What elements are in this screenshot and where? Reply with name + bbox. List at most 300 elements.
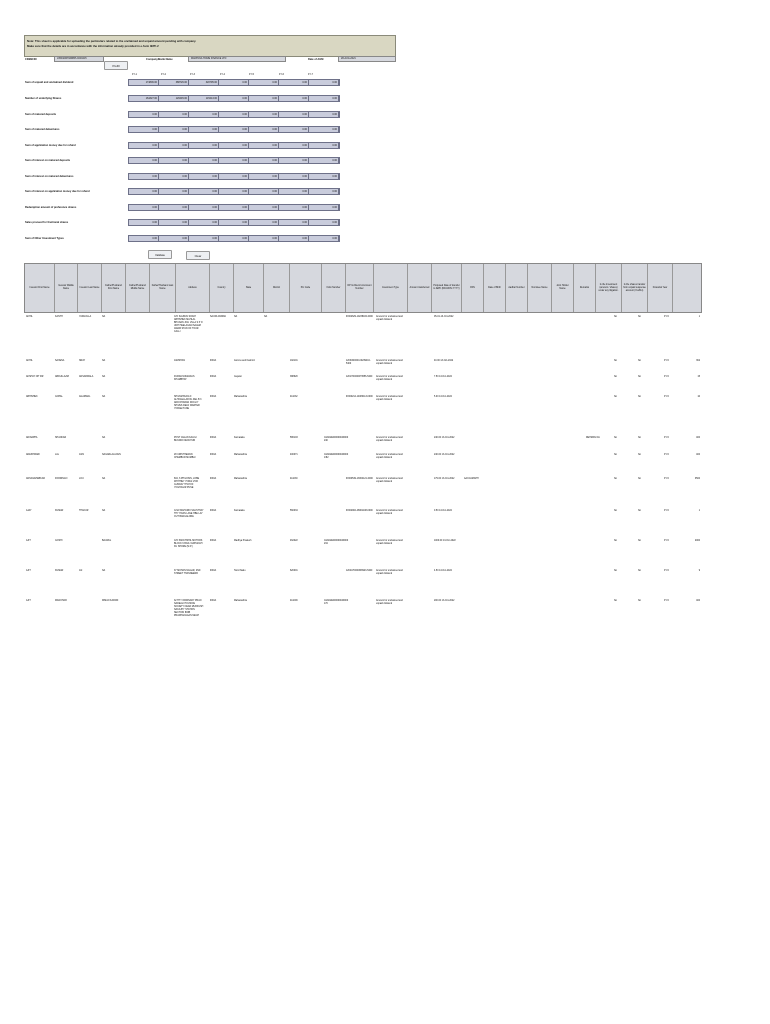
cell-fy: FY-5 <box>664 540 669 542</box>
cell-type: Amount for unclaimed and unpaid dividend <box>376 478 403 484</box>
cell-state: Gujarat <box>234 376 242 378</box>
table-header-cell: State <box>234 264 264 312</box>
summary-value-cell[interactable]: 0.00 <box>189 127 219 132</box>
cell-type: Amount for unclaimed and unpaid dividend <box>376 360 403 366</box>
summary-value-cell[interactable]: 0.00 <box>129 174 159 179</box>
cell-country: INDIA <box>210 510 217 512</box>
note-line-1: Note: This sheet is applicable for uploading the particulars related to the unclaimed and unpaid amount pending with company. <box>27 39 197 43</box>
table-header-cell: Investment Type <box>374 264 408 312</box>
summary-value-cell[interactable]: 0.00 <box>129 236 159 241</box>
summary-value-cell[interactable]: 0.00 <box>309 158 339 163</box>
summary-value-cell[interactable]: 0.00 <box>129 158 159 163</box>
cell-first: AJIT <box>26 570 31 572</box>
table-header-cell: Country <box>210 264 234 312</box>
summary-value-cell[interactable]: 0.00 <box>219 174 249 179</box>
cell-last: AGARWAL <box>79 396 91 398</box>
cell-lit: No <box>614 360 617 362</box>
summary-row-label: Sum of interest on application money due for refund <box>25 190 90 193</box>
summary-value-cell[interactable]: 0.00 <box>189 174 219 179</box>
cell-date: 240.00 13-Oct-2022 <box>434 437 455 439</box>
cell-lit: No <box>614 396 617 398</box>
cell-address: SHIVAM BLDG F ALHOLELLAR RL DEL B 3 ADD DHARAN DOCLIY SHIVES DELN WARTER YORAE PUNE <box>174 396 202 411</box>
prefill-button[interactable]: Prefill <box>104 61 128 70</box>
cell-father: NA <box>102 396 106 398</box>
cell-country: INDIA <box>210 396 217 398</box>
cell-last: LOU <box>79 478 84 480</box>
cell-pan: AACCAMAHH <box>464 478 479 480</box>
summary-value-cell[interactable]: 0.00 <box>219 236 249 241</box>
summary-value-cell[interactable]: 0.00 <box>309 220 339 225</box>
summary-value-cell[interactable]: 0.00 <box>219 220 249 225</box>
cell-fy: FY-5 <box>664 510 669 512</box>
table-header <box>24 263 702 313</box>
cell-father: NA <box>102 360 106 362</box>
table-header-cell: Investor Middle Name <box>55 264 78 312</box>
summary-value-cell[interactable]: 0.00 <box>309 127 339 132</box>
cell-first: AJAY <box>26 510 32 512</box>
summary-value-cell[interactable]: 388726.00 <box>159 80 189 85</box>
cell-address: JAMSHAN <box>174 360 185 362</box>
table-header-cell: Father/Husband Middle Name <box>126 264 150 312</box>
summary-value-cell[interactable]: 0.00 <box>309 189 339 194</box>
cell-address: C/O SAURAV SINGH ABHISHEK MAHLAL BHUNAN JOLI VILLA S P O UDH HEELAGAM SALEM AWAM STAN OF TOUR. CALLI <box>174 316 203 334</box>
summary-value-cell[interactable]: 0.00 <box>249 189 279 194</box>
summary-row-bar <box>128 79 340 86</box>
summary-value-cell[interactable]: 0.00 <box>249 112 279 117</box>
summary-row-label: Sum of application money due for refund <box>25 144 76 147</box>
summary-row-bar <box>128 173 340 180</box>
table-header-cell: PAN <box>462 264 484 312</box>
table-row <box>24 510 702 540</box>
cell-father: NA <box>102 510 106 512</box>
cell-dp: IN302902-46961108-0000 <box>346 510 373 512</box>
agm-date-input[interactable]: 28-AUG-2021 <box>338 56 396 62</box>
summary-row-label: Sum of Other Investment Types <box>25 237 64 240</box>
cell-end: 362 <box>696 360 700 362</box>
summary-row-label: Sum of interest on matured debentures <box>25 175 74 178</box>
cell-lit: No <box>614 478 617 480</box>
cell-first: AJIT <box>26 540 31 542</box>
table-header-cell: Amount transferred <box>408 264 432 312</box>
cell-date: 200.00 13-Oct-2022 <box>434 600 455 602</box>
summary-row-label: Redemption amount of preference shares <box>25 206 77 209</box>
summary-row-label: Sum of unpaid and unclaimed dividend <box>25 81 74 84</box>
cell-jh: REHMAN DA <box>586 437 600 439</box>
note-line-2: Make sure that the details are in accordance with the information already provided in e-form IEPF-2 <box>27 44 159 48</box>
cell-last: JAIN <box>79 454 84 456</box>
cell-dp: 1201700000079556-5400 <box>346 376 373 378</box>
table-header-cell: Date of Birth <box>484 264 506 312</box>
cell-lit: No <box>614 454 617 456</box>
cell-type: Amount for unclaimed and unpaid dividend <box>376 570 403 576</box>
summary-value-cell[interactable]: 0.00 <box>129 127 159 132</box>
cell-folio: GVA02E000000049000 234 <box>324 540 349 546</box>
summary-value-cell[interactable]: 0.00 <box>309 236 339 241</box>
cell-folio: GVA02E000000049000 1/82 <box>324 454 349 460</box>
summary-row-bar <box>128 142 340 149</box>
cell-state: Madhya Pradesh <box>234 540 252 542</box>
cell-state: Maharashtra <box>234 454 247 456</box>
summary-value-cell[interactable]: 0.00 <box>159 174 189 179</box>
fy-label: FY-2 <box>161 73 166 76</box>
cell-father: NA <box>102 316 106 318</box>
summary-value-cell[interactable]: 0.00 <box>189 220 219 225</box>
cell-state: Maharashtra <box>234 600 247 602</box>
cell-susp: No <box>638 437 641 439</box>
cell-father: DIMAN KAPADI <box>102 600 119 602</box>
cell-fy: FY-5 <box>664 316 669 318</box>
company-input[interactable]: MADHAVA HOME FINANCE LTD <box>188 56 286 62</box>
summary-value-cell[interactable]: 0.00 <box>159 127 189 132</box>
summary-value-cell[interactable]: 0.00 <box>249 80 279 85</box>
summary-value-cell[interactable]: 0.00 <box>309 174 339 179</box>
instruction-note <box>24 35 396 57</box>
cell-lit: No <box>614 540 617 542</box>
cell-address: 28 URISTHEWAN CHEMBUR MUMBAI <box>174 454 196 460</box>
summary-row-bar <box>128 95 340 102</box>
cell-first: ANNASAHEBKAR <box>26 478 45 480</box>
cell-end: 1 <box>698 316 700 318</box>
summary-value-cell[interactable]: 0.00 <box>249 205 279 210</box>
cell-father: NA <box>102 376 106 378</box>
cell-middle: GOSHI <box>55 540 63 542</box>
cell-first: AKSHAY NIT RR <box>26 376 44 378</box>
cell-fy: FY-5 <box>664 376 669 378</box>
cell-susp: No <box>638 510 641 512</box>
cell-dp: IN300549-13064121-0000 <box>346 478 373 480</box>
cell-last: NRAY <box>79 360 86 362</box>
cell-fy: FY-5 <box>664 454 669 456</box>
summary-value-cell[interactable]: 0.00 <box>159 112 189 117</box>
cell-country: INDIA <box>210 437 217 439</box>
fy-label: FY-6 <box>279 73 284 76</box>
cell-middle: KUMAR <box>55 570 64 572</box>
summary-value-cell[interactable]: 0.00 <box>309 80 339 85</box>
cell-pin: 400071 <box>290 454 298 456</box>
summary-value-cell[interactable]: 0.00 <box>219 189 249 194</box>
table-header-cell: Aadhar Number <box>506 264 528 312</box>
cell-middle: KANTH <box>55 316 63 318</box>
summary-value-cell[interactable]: 0.00 <box>129 220 159 225</box>
cell-address: 37 MOHAN NAGAR, 2ND STREET THANNEERR <box>174 570 201 576</box>
cell-lit: No <box>614 437 617 439</box>
summary-value-cell[interactable]: 0.00 <box>249 220 279 225</box>
summary-value-cell[interactable]: 0.00 <box>189 143 219 148</box>
summary-value-cell[interactable]: 0.00 <box>279 236 309 241</box>
cell-country: INDIA <box>210 540 217 542</box>
summary-value-cell[interactable]: 0.00 <box>279 220 309 225</box>
summary-row-bar <box>128 111 340 118</box>
table-header-cell: Address <box>176 264 210 312</box>
cell-state: NA <box>234 316 238 318</box>
cell-lit: No <box>614 376 617 378</box>
summary-row-bar <box>128 126 340 133</box>
table-header-cell: Financial Year <box>648 264 673 312</box>
cell-middle: SAXENA <box>55 360 65 362</box>
summary-value-cell[interactable]: 174806.00 <box>129 80 159 85</box>
cell-middle: GOPAL <box>55 396 63 398</box>
cell-fy: FY-5 <box>664 396 669 398</box>
cell-susp: No <box>638 570 641 572</box>
summary-value-cell[interactable]: 0.00 <box>219 205 249 210</box>
cell-dp: 1203460000-00239416-5400 <box>346 360 371 366</box>
cell-address: C/O PANCHSHIL MOTORS BLOCK 6 BOAJ GDHANAH KU SHORE (M.P.) <box>174 540 203 549</box>
cell-type: Amount for unclaimed and unpaid dividend <box>376 510 403 516</box>
cell-last: ANSARWALA <box>79 376 94 378</box>
cell-fy: FY-5 <box>664 600 669 602</box>
cell-type: Amount for unclaimed and unpaid dividend <box>376 540 403 546</box>
summary-row-bar <box>128 219 340 226</box>
summary-row-label: Sum of matured deposits <box>25 113 57 116</box>
cell-country: INDIA <box>210 600 217 602</box>
cell-susp: No <box>638 600 641 602</box>
cell-folio: GVA02E000000049000 240 <box>324 437 349 443</box>
cell-lit: No <box>614 510 617 512</box>
cell-type: Amount for unclaimed and unpaid dividend <box>376 600 403 606</box>
table-row <box>24 478 702 508</box>
summary-value-cell[interactable]: 0.00 <box>189 236 219 241</box>
summary-value-cell[interactable]: 0.00 <box>219 112 249 117</box>
cell-end: 2000 <box>694 540 700 542</box>
cell-type: Amount for unclaimed and unpaid dividend <box>376 437 403 443</box>
cell-first: AJIT <box>26 600 31 602</box>
cell-lit: No <box>614 600 617 602</box>
summary-value-cell[interactable]: 0.00 <box>249 127 279 132</box>
cell-fy: FY-5 <box>664 570 669 572</box>
table-header-cell: District <box>264 264 290 312</box>
cell-pin: 586103 <box>290 437 298 439</box>
cell-father: BAJWAL <box>102 540 112 542</box>
cell-last: JAI <box>79 570 83 572</box>
summary-value-cell[interactable]: 164327.00 <box>129 96 159 101</box>
cell-state: Karnataka <box>234 437 245 439</box>
cell-last: THAKUR <box>79 510 89 512</box>
table-header-cell: Investor First Name <box>25 264 55 312</box>
cell-father: NA <box>102 478 106 480</box>
cell-pin: 620001 <box>290 570 298 572</box>
validate-button[interactable]: Validate <box>148 250 172 259</box>
cell-address: FURDA NIZAMALIS KHAMBHAT <box>174 376 195 382</box>
table-header-cell: Proposed Date of transfer to IEPF (DD-MON-YYYY) <box>432 264 462 312</box>
cell-dp: IN300214-14080113-0000 <box>346 396 373 398</box>
fy-label: FY-4 <box>220 73 225 76</box>
clear-button[interactable]: Clear <box>186 251 210 260</box>
table-row <box>24 570 702 600</box>
table-header-cell: Father/Husband Last Name <box>150 264 176 312</box>
summary-value-cell[interactable]: 0.00 <box>249 174 279 179</box>
cell-date: 4.50 13-Oct-2022 <box>434 570 452 572</box>
cell-address: C/4/2 MAHURKI SAUSTHAY THY HOAN LANE HBE LAY OUT BANGALORE <box>174 510 204 519</box>
cell-date: 7.50 13-Oct-2022 <box>434 376 452 378</box>
cell-first: AKHIL <box>26 316 33 318</box>
summary-value-cell[interactable]: 0.00 <box>219 96 249 101</box>
cell-lit: No <box>614 316 617 318</box>
cell-country: SAUDI ARABIA <box>210 316 226 318</box>
summary-row-bar <box>128 157 340 164</box>
summary-value-cell[interactable]: 0.00 <box>129 205 159 210</box>
cell-end: 9 <box>698 570 700 572</box>
cell-state: Karnataka <box>234 510 245 512</box>
summary-value-cell[interactable]: 0.00 <box>219 80 249 85</box>
summary-value-cell[interactable]: 0.00 <box>129 143 159 148</box>
summary-value-cell[interactable]: 0.00 <box>129 112 159 117</box>
summary-value-cell[interactable]: 0.00 <box>309 205 339 210</box>
cell-pin: 462022 <box>290 540 298 542</box>
cell-father: NA <box>102 437 106 439</box>
cell-susp: No <box>638 396 641 398</box>
cell-susp: No <box>638 478 641 480</box>
cell-father: NA <box>102 570 106 572</box>
summary-value-cell[interactable]: 0.00 <box>279 205 309 210</box>
table-header-cell: Nominee Name <box>528 264 552 312</box>
summary-value-cell[interactable]: 0.00 <box>249 158 279 163</box>
summary-value-cell[interactable]: 0.00 <box>159 220 189 225</box>
cell-susp: No <box>638 376 641 378</box>
summary-value-cell[interactable]: 0.00 <box>189 205 219 210</box>
cell-address: 32 THY ORDINARY PRAN NADEALI HOUSING SOCIETY NEAR MURKUSH NAKAJHY STATION SECTION 803B PRADHANAGAN NEGH <box>174 600 204 618</box>
summary-value-cell[interactable]: 0.00 <box>159 236 189 241</box>
table-header-cell: Is the Investment (amount / shares) under any litigation. <box>596 264 622 312</box>
cell-middle: SHANKAR <box>55 437 67 439</box>
cell-folio: GVA02E000000049000 170 <box>324 600 349 606</box>
fy-label: FY-5 <box>249 73 254 76</box>
summary-value-cell[interactable]: 0.00 <box>219 158 249 163</box>
cell-country: INDIA <box>210 478 217 480</box>
cell-date: 05-01-13-Oct-2022 <box>434 316 454 318</box>
cin-input[interactable]: L65910MH1988PLC046415 <box>54 56 104 62</box>
summary-value-cell[interactable]: 0.00 <box>159 158 189 163</box>
cell-end: 3500 <box>694 478 700 480</box>
cell-state: Maharashtra <box>234 396 247 398</box>
cell-susp: No <box>638 360 641 362</box>
table-header-cell: Investor Last Name <box>78 264 102 312</box>
cell-middle: ABDULLAZIZ <box>55 376 69 378</box>
cell-fy: FY-5 <box>664 437 669 439</box>
cell-middle: MANOHAR <box>55 600 67 602</box>
cell-middle: KUMAR <box>55 510 64 512</box>
cell-middle: FORDINGO <box>55 478 68 480</box>
summary-row-bar <box>128 235 340 242</box>
table-row <box>24 600 702 630</box>
summary-value-cell[interactable]: 0.00 <box>189 158 219 163</box>
cell-end: 400 <box>696 600 700 602</box>
table-row <box>24 396 702 426</box>
cell-country: INDIA <box>210 376 217 378</box>
cell-fy: FY-5 <box>664 360 669 362</box>
table-row <box>24 316 702 346</box>
summary-value-cell[interactable]: 126445.00 <box>159 96 189 101</box>
summary-value-cell[interactable]: 0.00 <box>219 127 249 132</box>
cell-middle: LAL <box>55 454 60 456</box>
table-header-cell: Is the shares transfer from unpaid suspense account (Yes/No) <box>622 264 648 312</box>
summary-value-cell[interactable]: 0.00 <box>309 143 339 148</box>
summary-value-cell[interactable]: 0.00 <box>309 112 339 117</box>
cell-address: POST JAGAN KALIGI BIJUDDI NEOCHUR <box>174 437 197 443</box>
summary-value-cell[interactable]: 0.00 <box>219 143 249 148</box>
summary-value-cell[interactable]: 0.00 <box>279 80 309 85</box>
cin-label: CIN/BCIN <box>25 58 37 61</box>
summary-row-label: Sum of interest on matured deposits <box>25 159 71 162</box>
cell-country: INDIA <box>210 360 217 362</box>
cell-type: Amount for unclaimed and unpaid dividend <box>376 316 403 322</box>
fy-label: FY-1 <box>132 73 137 76</box>
summary-value-cell[interactable]: 0.00 <box>249 96 279 101</box>
cell-pin: 560034 <box>290 510 298 512</box>
cell-end: 400 <box>696 437 700 439</box>
summary-value-cell[interactable]: 0.00 <box>189 189 219 194</box>
summary-value-cell[interactable]: 0.00 <box>279 112 309 117</box>
summary-value-cell[interactable]: 0.00 <box>129 189 159 194</box>
cell-state: Maharashtra <box>234 478 247 480</box>
summary-value-cell[interactable]: 0.00 <box>189 112 219 117</box>
cell-pin: 192101 <box>290 360 298 362</box>
table-header-cell: Folio Number <box>322 264 346 312</box>
summary-value-cell[interactable]: 320795.00 <box>189 80 219 85</box>
cell-first: ABHISHEK <box>26 396 38 398</box>
cell-end: 15 <box>697 376 700 378</box>
fy-label: FY-3 <box>190 73 195 76</box>
cell-date: 40.00 13-Oct-2022 <box>434 360 454 362</box>
summary-row-label: Sum of matured debentures <box>25 128 60 131</box>
cell-pin: 411032 <box>290 396 298 398</box>
summary-value-cell[interactable]: 0.00 <box>249 143 279 148</box>
cell-end: 10 <box>697 396 700 398</box>
summary-value-cell[interactable]: 0.00 <box>279 96 309 101</box>
summary-value-cell[interactable]: 0.00 <box>159 189 189 194</box>
summary-row-bar <box>128 188 340 195</box>
cell-first: AKHIL <box>26 360 33 362</box>
summary-value-cell[interactable]: 0.00 <box>279 143 309 148</box>
cell-state: Jammu and Kashmir <box>234 360 256 362</box>
summary-value-cell[interactable]: 0.00 <box>159 205 189 210</box>
cell-type: Amount for unclaimed and unpaid dividend <box>376 454 403 460</box>
cell-end: 400 <box>696 454 700 456</box>
cell-district: NA <box>264 316 268 318</box>
table-header-cell: Remarks <box>574 264 596 312</box>
summary-value-cell[interactable]: 0.00 <box>159 143 189 148</box>
cell-address: 604, 6 PHILOSIN, LOBE WHITHEY YORAI VOR GUNDAY THAYOF YOGHAGIR PUNE <box>174 478 200 490</box>
cell-date: 0.50 13-Oct-2022 <box>434 510 452 512</box>
table-header-cell: DP Id-Client Id-Account Number <box>346 264 374 312</box>
cell-date: 240.00 13-Oct-2022 <box>434 454 455 456</box>
summary-value-cell[interactable]: 115413.00 <box>189 96 219 101</box>
summary-value-cell[interactable]: 0.00 <box>309 96 339 101</box>
cell-state: Tamil Nadu <box>234 570 246 572</box>
cell-date: 5.00 13-Oct-2022 <box>434 396 452 398</box>
table-header-cell: Father/Husband First Name <box>102 264 126 312</box>
table-header-cell: Pin Code <box>290 264 322 312</box>
agm-date-label: Date of AGM <box>308 58 324 61</box>
summary-row-bar <box>128 204 340 211</box>
cell-pin: 411009 <box>290 600 298 602</box>
cell-fy: FY-5 <box>664 478 669 480</box>
summary-value-cell[interactable]: 0.00 <box>279 189 309 194</box>
cell-lit: No <box>614 570 617 572</box>
cell-first: ADINAPPA <box>26 437 38 439</box>
cell-country: INDIA <box>210 454 217 456</box>
cell-susp: No <box>638 454 641 456</box>
cell-type: Amount for unclaimed and unpaid dividend <box>376 376 403 382</box>
summary-value-cell[interactable]: 0.00 <box>279 158 309 163</box>
summary-row-label: Number of underlying Shares <box>25 97 62 100</box>
cell-dp: 1204470000396923-5400 <box>346 570 373 572</box>
cell-country: INDIA <box>210 570 217 572</box>
cell-dp: IN302629-10238184-0000 <box>346 316 373 318</box>
summary-value-cell[interactable]: 0.00 <box>249 236 279 241</box>
summary-value-cell[interactable]: 0.00 <box>279 174 309 179</box>
fy-label: FY-7 <box>308 73 313 76</box>
summary-value-cell[interactable]: 0.00 <box>279 127 309 132</box>
